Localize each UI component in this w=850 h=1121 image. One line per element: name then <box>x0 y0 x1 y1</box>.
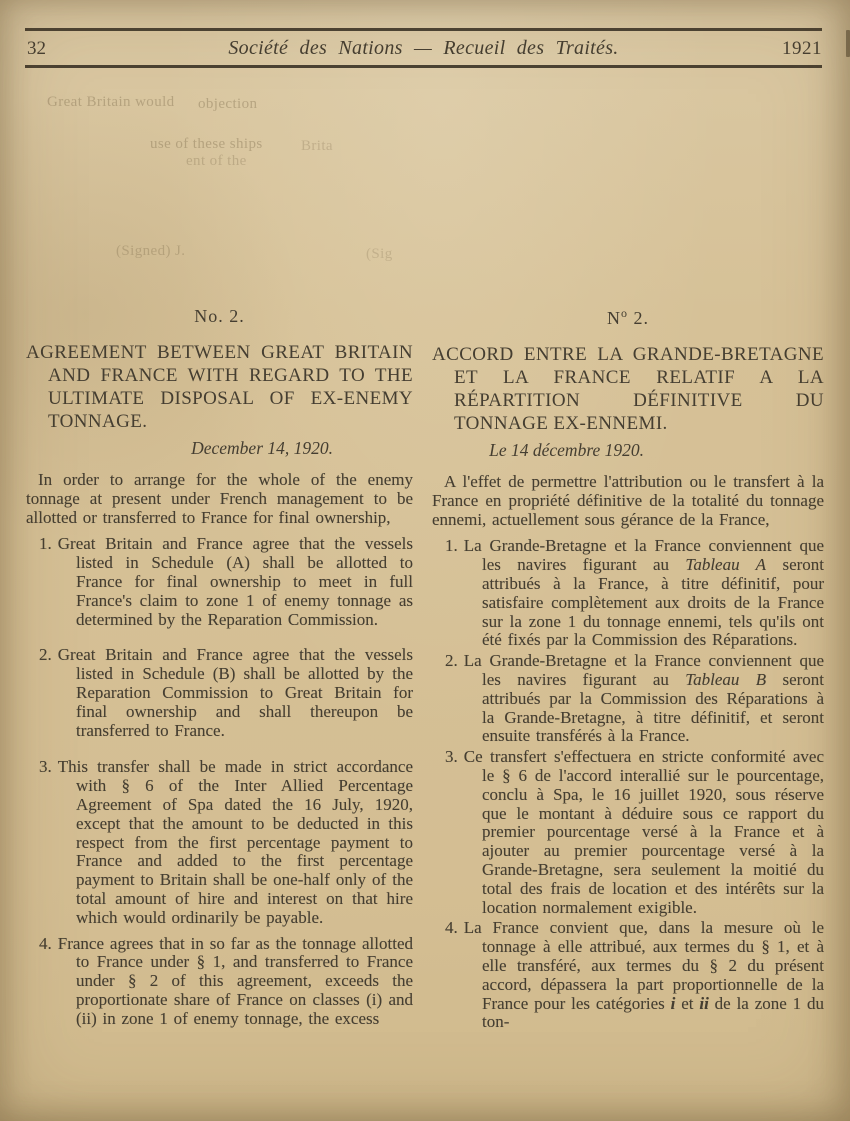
clause-3-en <box>26 758 413 927</box>
journal-title: Société des Nations — Recueil des Traités. <box>228 37 619 59</box>
tableau-a-reference: Tableau A <box>685 555 767 575</box>
tableau-b-reference: Tableau B <box>685 669 767 689</box>
clause-1-fr: 1. La Grande-Bretagne et la France conviennent que les navires figurant au Tableau A seront attribués à la France, à titre définitif, pour satisfaire complètement aux droits de la France sur la zone 1 du tonnage ennemi, tels qu'ils ont été fixés par la Commission des Réparations. <box>445 536 825 650</box>
clause-text: Great Britain and France agree that the vessels listed in Schedule (B) shall be allotted by the Reparation Commission to Great Britain for final ownership and shall thereupon be transferred to France. <box>57 645 413 740</box>
category-i-reference: i <box>670 993 676 1013</box>
bleedthrough-fragment: (Sig <box>366 246 393 262</box>
clause-number: 3. <box>39 757 52 777</box>
clause-2-fr: 2. La Grande-Bretagne et la France conviennent que les navires figurant au Tableau B seront attribués par la Commission des Réparations à la Grande-Bretagne, à titre définitif, et seront ensuite transférés à la France. <box>445 651 824 746</box>
bleedthrough-fragment: objection <box>198 96 258 112</box>
clause-3-fr <box>432 748 824 917</box>
clause-number: 1. <box>39 534 52 554</box>
bleedthrough-fragment: (Signed) J. <box>116 243 186 259</box>
running-header <box>25 28 822 68</box>
treaty-number-fr: $N^o$ 2. <box>607 306 649 328</box>
header-year: 1921 <box>782 38 822 59</box>
intro-paragraph-fr: A l'effet de permettre l'attribution ou le transfert à la France en propriété définitive de la totalité du tonnage ennemi, actuellement sous gérance de la France, <box>432 472 824 529</box>
clause-number: 4. <box>39 933 52 953</box>
intro-paragraph-en: In order to arrange for the whole of the enemy tonnage at present under French management to be allotted or transferred to France for final ownership, <box>26 470 413 527</box>
page-number: 32 <box>27 38 46 59</box>
treaty-columns <box>26 306 824 1032</box>
facing-page-edge-mark <box>846 30 850 57</box>
clause-number: 4. <box>445 918 458 938</box>
clause-4-fr: 4. La France convient que, dans la mesure où le tonnage à elle attribué, aux termes du § 1, et à elle transféré, aux termes du § 2 du présent accord, dépassera la part proportionnelle de la France pour les catégories i et ii de la zone 1 du ton- <box>445 918 825 1032</box>
treaty-date-fr: Le 14 décembre 1920. <box>489 440 644 460</box>
clause-number: 1. <box>445 536 458 556</box>
clause-number: 2. <box>39 645 52 665</box>
clause-number: 2. <box>445 651 458 671</box>
clause-text: France agrees that in so far as the tonnage allotted to France under § 1, and transferred to France under § 2 of this agreement, exceeds the proportionate share of France on classes (i) and (ii) in zone 1 of enemy tonnage, the excess <box>57 933 413 1028</box>
clause-1-en <box>26 535 413 629</box>
category-ii-reference: ii <box>699 993 709 1013</box>
bleedthrough-fragment: use of these ships <box>150 136 263 152</box>
treaty-title-fr: ACCORD ENTRE LA GRANDE-BRETAGNE ET LA FRANCE RELATIF A LA RÉPARTITION DÉFINITIVE DU TONNAGE EX-ENNEMI. <box>432 344 824 434</box>
bleedthrough-fragment: Great Britain would <box>47 94 175 110</box>
clause-number: 3. <box>445 747 458 767</box>
clause-text: Great Britain and France agree that the vessels listed in Schedule (A) shall be allotted to France for final ownership to meet in full France's claim to zone 1 of enemy tonnage as determined by the Reparation Commission. <box>57 534 413 629</box>
clause-2-en <box>26 646 413 740</box>
treaty-title-en: AGREEMENT BETWEEN GREAT BRITAIN AND FRANCE WITH REGARD TO THE ULTIMATE DISPOSAL OF EX-ENEMY TONNAGE. <box>26 342 413 432</box>
english-column <box>26 306 413 1032</box>
french-column <box>432 306 824 1032</box>
clause-4-en <box>26 935 413 1029</box>
treaty-date-en: December 14, 1920. <box>191 438 333 458</box>
clause-text: Ce transfert s'effectuera en stricte conformité avec le § 6 de l'accord interallié sur le pourcentage, conclu à Spa, le 16 juillet 1920, sous réserve que le montant à déduire sous ce rapport du premier pourcentage versé à la France et à ajouter au premier pourcentage versé à la Grande-Bretagne, sera seulement la moitié du total des frais de location et des intérêts sur la location normalement exigible. <box>463 747 824 917</box>
treaty-number-en: No. 2. <box>194 306 245 326</box>
clause-text: This transfer shall be made in strict accordance with § 6 of the Inter Allied Percentage Agreement of Spa dated the 16 July, 1920, except that the amount to be deducted in this respect from the first percentage payment to France and added to the first percentage payment to Britain shall be one-half only of the total amount of hire and interest on that hire which would ordinarily be payable. <box>57 757 413 927</box>
bleedthrough-fragment: Brita <box>301 138 333 154</box>
bleedthrough-fragment: ent of the <box>186 153 247 169</box>
